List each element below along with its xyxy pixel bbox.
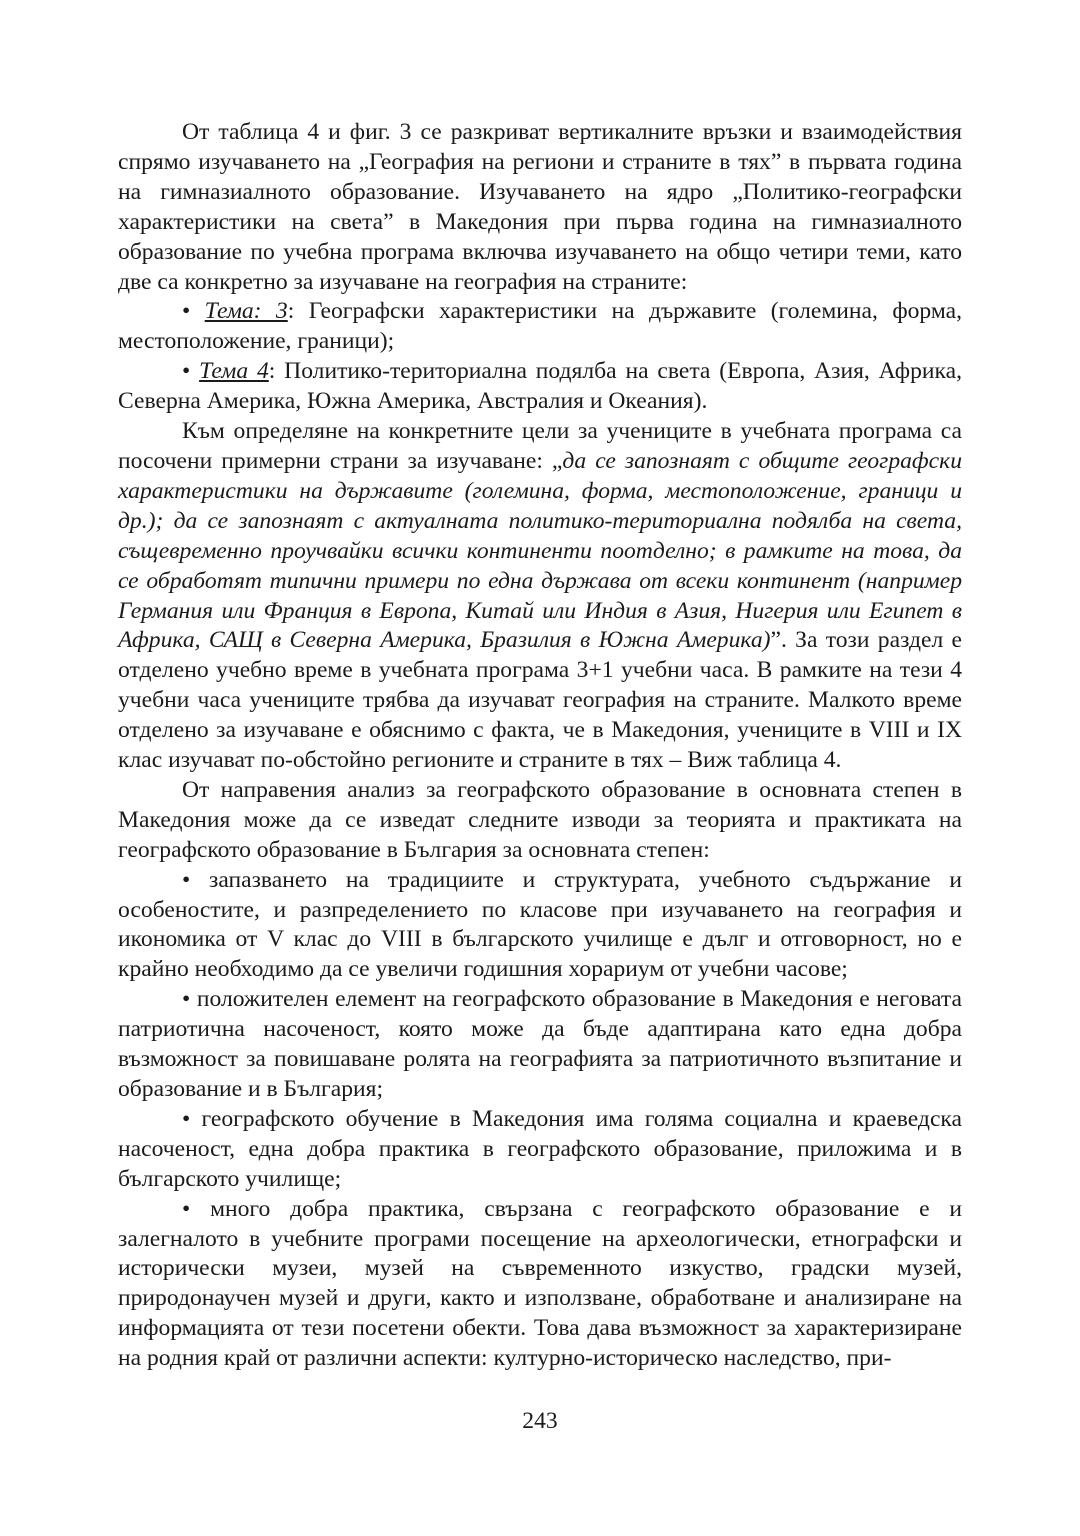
bullet-item-patriotic: • положителен елемент на географското образование в Македония е неговата патриотична насоченост, която може да бъде адаптирана като една добра възможност за повишаване ролята на географията за патриотичното възпитание и образование и в България; [118,986,962,1102]
bullet-item-museums: • много добра практика, свързана с географското образование е и залегналото в учебните програми посещение на археологически, етнографски и исторически музеи, музей на съвременното изкуство, градски музей, природонаучен музей и други, както и използване, обработване и анализиране на информацията от тези посетени обекти. Това дава възможност за характеризиране на родния край от различни аспекти: културно-историческо наследство, при- [118,1195,962,1372]
page-body [118,118,962,1374]
goals-tail: ”. За този раздел е отделено учебно време в учебната програма 3+1 учебни часа. В рамките на тези 4 учебни часа учениците трябва да изучават география на страните. Малкото време отделено за изучаване е обяснимо с факта, че в Македония, учениците в VIII и IX клас изучават по-обстойно регионите и страните в тях – Виж таблица 4. [118,627,962,774]
paragraph-analysis: От направения анализ за географското образование в основната степен в Македония може да се изведат следните изводи за теорията и практиката на географското образование в България за основната степен: [118,776,962,863]
theme-4-text: : Политико-териториална подялба на света (Европа, Азия, Африка, Северна Америка, Южна Америка, Австралия и Океания). [118,358,962,415]
paragraph-goals [118,417,962,776]
theme-3-text: : Географски характеристики на държавите (големина, форма, местоположение, граници); [118,298,962,355]
goals-quote: да се запознаят с общите географски характеристики на държавите (големина, форма, местоположение, граници и др.); да се запознаят с актуалната политико-териториална подялба на света, същевременно проучвайки всички континенти поотделно; в рамките на това, да се обработят типични примери по една държава от всеки континент (например Германия или Франция в Европа, Китай или Индия в Азия, Нигерия или Египет в Африка, САЩ в Северна Америка, Бразилия в Южна Америка) [118,447,962,654]
page-number: 243 [522,1408,558,1434]
goals-lead: Към определяне на конкретните цели за учениците в учебната програма са посочени примерни страни за изучаване: „ [118,418,962,474]
theme-3-label: Тема: 3 [204,298,288,325]
theme-4-label: Тема 4 [199,358,269,385]
bullet-symbol: • [182,358,200,385]
bullet-item-theme-3 [118,297,962,357]
bullet-item-traditions: • запазването на традициите и структурата, учебното съдържание и особеностите, и разпределението по класове при изучаването на география и икономика от V клас до VIII в българското училище е дълг и отговорност, но е крайно необходимо да се увеличи годишния хорариум от учебни часове; [118,866,962,983]
bullet-item-theme-4 [118,357,962,417]
bullet-item-social: • географското обучение в Македония има голяма социална и краеведска насоченост, една добра практика в географското образование, приложима и в българското училище; [118,1105,962,1192]
paragraph-intro: От таблица 4 и фиг. 3 се разкриват вертикалните връзки и взаимодействия спрямо изучаването на „География на региони и страните в тях” в първата година на гимназиалното образование. Изучаването на ядро „Политико-географски характеристики на света” в Македония при първа година на гимназиалното образование по учебна програма включва изучаването на общо четири теми, като две са конкретно за изучаване на география на страните: [118,119,962,295]
bullet-symbol: • [182,298,205,325]
